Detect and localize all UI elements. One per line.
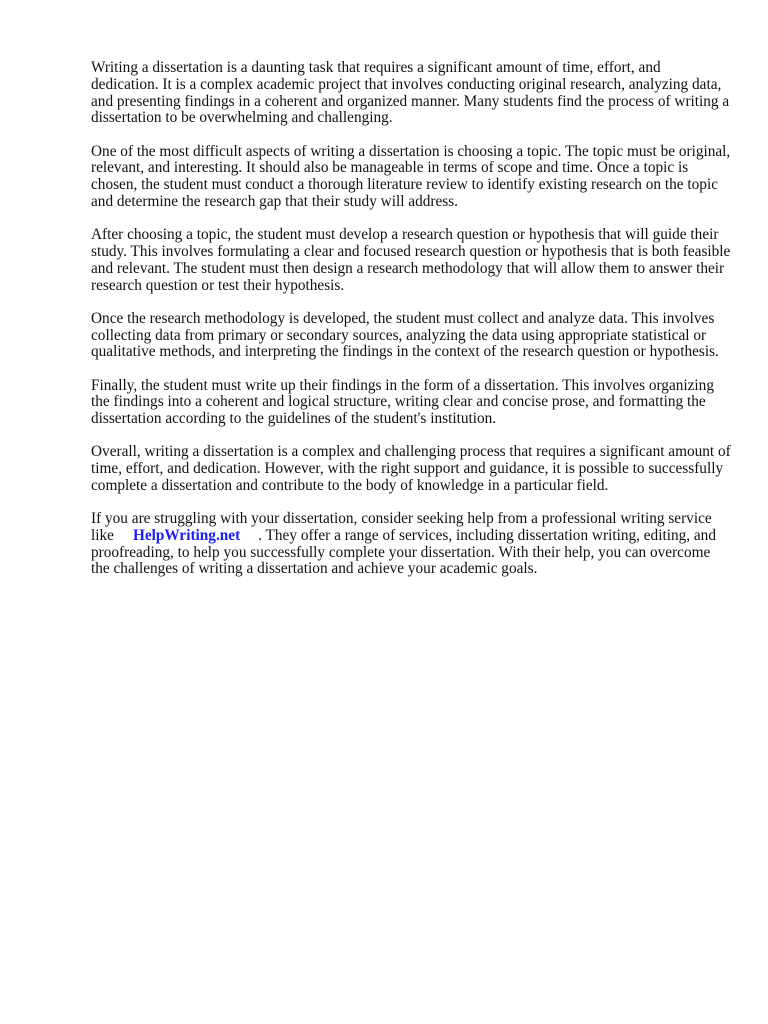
paragraph-choosing-topic: One of the most difficult aspects of writing a dissertation is choosing a topic. The topic must be original, relevant, and interesting. It should also be manageable in terms of scope and time. Once a topic is chosen, the student must conduct a thorough literature review to identify existing research on the topic and determine the research gap that their study will address. xyxy=(91,142,731,210)
paragraph-data-collection: Once the research methodology is developed, the student must collect and analyze data. This involves collecting data from primary or secondary sources, analyzing the data using appropriate statistical or qualitative methods, and interpreting the findings in the context of the research question or hypothesis. xyxy=(91,309,719,361)
help-text-before-link: If you are struggling with your dissertation, consider seeking help from a professional writing service like xyxy=(91,510,712,544)
help-text-after-link: . They offer a range of services, including dissertation writing, editing, and proofreading, to help you successfully complete your dissertation. With their help, you can overcome the challenges of writing a dissertation and achieve your academic goals. xyxy=(91,526,716,578)
document-body xyxy=(91,60,731,595)
paragraph-help xyxy=(91,511,731,578)
paragraph-overall: Overall, writing a dissertation is a complex and challenging process that requires a significant amount of time, effort, and dedication. However, with the right support and guidance, it is possible to successfully complete a dissertation and contribute to the body of knowledge in a particular field. xyxy=(91,443,731,494)
helpwriting-link[interactable]: HelpWriting.net xyxy=(132,526,241,544)
paragraph-intro: Writing a dissertation is a daunting task that requires a significant amount of time, effort, and dedication. It is a complex academic project that involves conducting original research, analyzing data, and presenting findings in a coherent and organized manner. Many students find the process of writing a dissertation to be overwhelming and challenging. xyxy=(91,59,730,127)
paragraph-writing-up: Finally, the student must write up their findings in the form of a dissertation. This involves organizing the findings into a coherent and logical structure, writing clear and concise prose, and formatting the dissertation according to the guidelines of the student's institution. xyxy=(91,376,714,428)
paragraph-research-question: After choosing a topic, the student must develop a research question or hypothesis that will guide their study. This involves formulating a clear and focused research question or hypothesis that is both feasible and relevant. The student must then design a research methodology that will allow them to answer their research question or test their hypothesis. xyxy=(91,226,731,294)
